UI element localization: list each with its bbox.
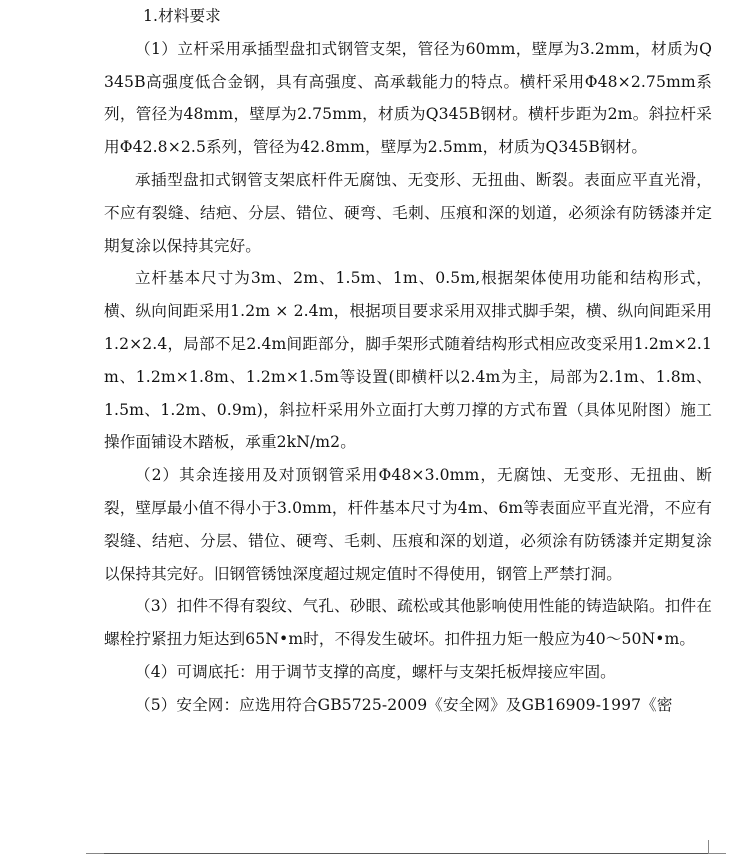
document-body [104, 0, 712, 722]
crop-mark-right-vertical [708, 840, 709, 854]
paragraph-2-surface-requirements: 承插型盘扣式钢管支架底杆件无腐蚀、无变形、无扭曲、断裂。表面应平直光滑，不应有裂缝、结疤、分层、错位、硬弯、毛刺、压痕和深的划道，必须涂有防锈漆并定期复涂以保持其完好。 [104, 170, 712, 255]
paragraph-4-steel-tube: （2）其余连接用及对顶钢管采用Φ48×3.0mm，无腐蚀、无变形、无扭曲、断裂，壁厚最小值不得小于3.0mm，杆件基本尺寸为4m、6m等表面应平直光滑，不应有裂缝、结疤、分层、错位、硬弯、毛刺、压痕和深的划道，必须涂有防锈漆并定期复涂以保持其完好。旧钢管锈蚀深度超过规定值时不得使用，钢管上严禁打洞。 [104, 466, 712, 583]
footer-divider [104, 853, 708, 854]
paragraph-5-fasteners: （3）扣件不得有裂纹、气孔、砂眼、疏松或其他影响使用性能的铸造缺陷。扣件在螺栓拧紧扭力矩达到65N•m时，不得发生破坏。扣件扭力矩一般应为40～50N•m。 [104, 597, 712, 649]
paragraph-1-pole-spec: （1）立杆采用承插型盘扣式钢管支架，管径为60mm，壁厚为3.2mm，材质为Q345B高强度低合金钢，具有高强度、高承载能力的特点。横杆采用Φ48×2.75mm系列，管径为48mm，壁厚为2.75mm，材质为Q345B钢材。横杆步距为2m。斜拉杆采用Φ42.8×2.5系列，管径为42.8mm，壁厚为2.5mm，材质为Q345B钢材。 [104, 39, 712, 157]
paragraph-6-adjustable-base: （4）可调底托：用于调节支撑的高度，螺杆与支架托板焊接应牢固。 [135, 662, 616, 681]
paragraph-7-safety-net: （5）安全网：应选用符合GB5725-2009《安全网》及GB16909-1997《密 [135, 695, 673, 714]
paragraph-3-pole-dimensions: 立杆基本尺寸为3m、2m、1.5m、1m、0.5m,根据架体使用功能和结构形式，横、纵向间距采用1.2m × 2.4m，根据项目要求采用双排式脚手架，横、纵向间距采用1.2×2.4，局部不足2.4m间距部分，脚手架形式随着结构形式相应改变采用1.2m×2.1m、1.2m×1.8m、1.2m×1.5m等设置(即横杆以2.4m为主，局部为2.1m、1.8m、1.5m、1.2m、0.9m)，斜拉杆采用外立面打大剪刀撑的方式布置（具体见附图）施工操作面铺设木踏板，承重2kN/m2。 [104, 269, 712, 452]
crop-mark-left [86, 853, 104, 854]
crop-mark-right [708, 853, 726, 854]
section-heading: 1.材料要求 [143, 7, 221, 25]
